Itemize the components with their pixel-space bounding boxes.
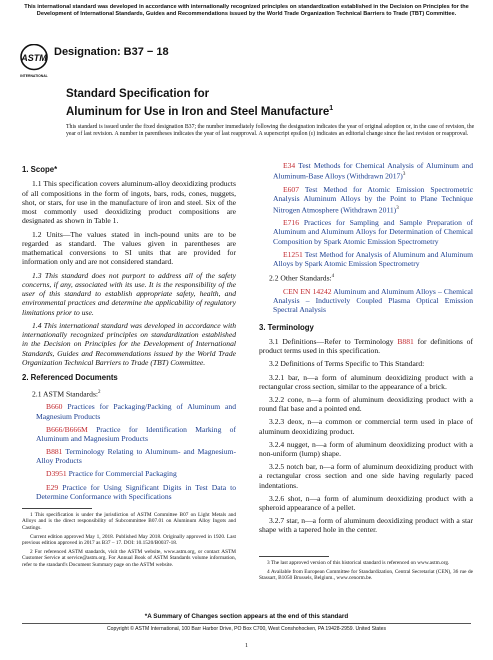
footnote: 1 This specification is under the jurisdiction of ASTM Committee B07 on Light Metals and Alloys and is the direct responsibility of Subcommittee B07.01 on Aluminum Alloy Ingots and Castings. bbox=[22, 512, 236, 531]
copyright: Copyright © ASTM International, 100 Barr Harbor Drive, PO Box C700, West Conshohocken, PA 19428-2959. United States bbox=[106, 626, 387, 632]
reference-code-link[interactable]: E29 bbox=[46, 482, 59, 492]
reference-item bbox=[259, 185, 473, 214]
definition-item: 3.2.2 cone, n—a form of aluminum deoxidizing product with a round flat base and a pointed end. bbox=[259, 394, 473, 414]
reference-title-link[interactable]: Practices for Packaging/Packing of Aluminum and Magnesium Products bbox=[36, 402, 236, 421]
reference-item bbox=[259, 161, 473, 181]
paragraph-1-1: 1.1 This specification covers aluminum-alloy deoxidizing products of all compositions in the form of ingots, bars, rods, cones, nuggets, shot, or stars, for use in the manufacture of iron and steel. Six of the most commonly used deoxidizing product compositions are designated as shown in Table 1. bbox=[22, 179, 236, 226]
reference-item bbox=[259, 250, 473, 269]
definition-item: 3.2.6 shot, n—a form of aluminum deoxidizing product with a spheroid appearance of a pellet. bbox=[259, 493, 473, 513]
paragraph-1-2: 1.2 Units—The values stated in inch-pound units are to be regarded as standard. The values given in parentheses are mathematical conversions to SI units that are provided for information only and are not considered standard. bbox=[22, 229, 236, 267]
reference-title-link[interactable]: Practice for Identification Marking of Aluminum and Magnesium Products bbox=[36, 424, 236, 443]
reference-title-link[interactable]: Aluminum and Aluminum Alloys – Chemical Analysis – Inductively Coupled Plasma Optical Emission Spectral Analysis bbox=[273, 286, 474, 315]
title-line-1: Standard Specification for bbox=[66, 88, 210, 100]
left-column bbox=[22, 162, 236, 505]
designation: Designation: B37 − 18 bbox=[54, 46, 169, 58]
reference-item bbox=[259, 287, 473, 315]
astm-standards-label: 2.1 ASTM Standards:$^2$ bbox=[32, 389, 101, 399]
reference-code-link[interactable]: B881 bbox=[46, 447, 63, 457]
reference-code-link[interactable]: CEN EN 14242 bbox=[283, 286, 332, 296]
astm-reference-list-continued bbox=[259, 161, 473, 268]
section-heading-referenced-documents: 2. Referenced Documents bbox=[22, 373, 118, 383]
reference-code-link[interactable]: B666/B666M bbox=[46, 424, 88, 434]
reference-code-link[interactable]: B660 bbox=[46, 402, 63, 412]
footnote-divider bbox=[22, 508, 92, 509]
paragraph-3-2: 3.2 Definitions of Terms Specific to This Standard: bbox=[269, 359, 425, 369]
footnote: 4 Available from European Committee for Standardization, Central Secretariat (CEN), 36 rue de Stassart, B1050 Brussels, Belgium., www.cenorm.be. bbox=[259, 568, 473, 582]
footnote-ref: 3 bbox=[402, 172, 406, 178]
reference-code-link[interactable]: E34 bbox=[283, 161, 296, 170]
reference-title-link[interactable]: Practices for Sampling and Sample Preparation of Aluminum and Aluminum Alloys for Determination of Chemical Composition by Spark Atomic Emission Spectrometry bbox=[273, 218, 473, 246]
reference-title-link[interactable]: Practice for Commercial Packaging bbox=[66, 469, 177, 479]
title-footnote-ref: 1 bbox=[329, 104, 334, 112]
astm-logo-icon bbox=[20, 44, 48, 84]
reference-item bbox=[22, 425, 236, 444]
footnote-ref: 3 bbox=[396, 205, 399, 211]
reference-item bbox=[22, 447, 236, 466]
reference-item bbox=[22, 483, 236, 502]
footnote: 3 The last approved version of this historical standard is referenced on www.astm.org. bbox=[267, 560, 450, 566]
title-line-2: Aluminum for Use in Iron and Steel Manufacture bbox=[66, 105, 330, 118]
page-number: 1 bbox=[244, 642, 249, 649]
reference-title-link[interactable]: Test Methods for Chemical Analysis of Aluminum and Aluminum-Base Alloys (Withdrawn 2017) bbox=[273, 161, 473, 181]
other-reference-list bbox=[259, 287, 473, 315]
other-standards-label: 2.2 Other Standards:$^4$ bbox=[269, 273, 335, 283]
issued-note: This standard is issued under the fixed designation B37; the number immediately following the designation indicates the year of original adoption or, in the case of revision, the year of last revision. A number in parentheses indicates the year of last reapproval. A superscript epsilon (ε) indicates an editorial change since the last revision or reapproval. bbox=[66, 124, 475, 137]
svg-text:INTERNATIONAL: INTERNATIONAL bbox=[20, 74, 48, 78]
footnotes-right bbox=[259, 560, 473, 584]
footnote: 2 For referenced ASTM standards, visit the ASTM website, www.astm.org, or contact ASTM Customer Service at service@astm.org. For Annual Book of ASTM Standards volume information, refer to the standard's Document Summary page on the ASTM website. bbox=[22, 549, 236, 568]
reference-code-link[interactable]: E607 bbox=[283, 184, 300, 194]
reference-title-link[interactable]: Test Method for Analysis of Aluminum and Aluminum Alloys by Spark Atomic Emission Spectrometry bbox=[273, 249, 473, 269]
astm-logo bbox=[20, 44, 48, 84]
astm-reference-list bbox=[22, 402, 236, 501]
reference-item bbox=[22, 402, 236, 421]
reference-code-link[interactable]: E1251 bbox=[283, 249, 303, 259]
reference-item bbox=[22, 469, 236, 478]
paragraph-1-3: 1.3 This standard does not purport to address all of the safety concerns, if any, associated with its use. It is the responsibility of the user of this standard to establish appropriate safety, health, and environmental practices and determine the applicability of regulatory limitations prior to use. bbox=[22, 270, 236, 317]
footnote-divider-right bbox=[259, 556, 329, 557]
svg-text:ASTM: ASTM bbox=[21, 53, 47, 63]
reference-code-link[interactable]: D3951 bbox=[46, 469, 67, 479]
right-column bbox=[259, 161, 473, 539]
definition-item: 3.2.3 deox, n—a common or commercial term used in place of aluminum deoxidizing product. bbox=[259, 417, 473, 436]
section-heading-scope: 1. Scope* bbox=[22, 165, 58, 174]
reference-title-link[interactable]: Test Method for Atomic Emission Spectrometric Analysis Aluminum Alloys by the Point to Plane Technique Nitrogen Atmosphere (Withdrawn 2011) bbox=[273, 184, 473, 215]
reference-code-link[interactable]: E716 bbox=[283, 218, 300, 228]
bottom-divider bbox=[22, 623, 471, 624]
top-note: This international standard was developed in accordance with internationally recognized principles on standardization established in the Decision on Principles for the Development of International Standards, Guides and Recommendations issued by the World Trade Organization Technical Barriers to Trade (TBT) Committee. bbox=[24, 4, 469, 17]
reference-title-link[interactable]: Terminology Relating to Aluminum- and Magnesium-Alloy Products bbox=[36, 447, 236, 466]
footnotes-left bbox=[22, 512, 236, 571]
paragraph-3-1: 3.1 Definitions—Refer to Terminology B881 for definitions of product terms used in this specification. bbox=[259, 337, 473, 356]
terminology-link-b881[interactable]: B881 bbox=[397, 337, 414, 347]
reference-item bbox=[259, 218, 473, 246]
definition-item: 3.2.5 notch bar, n—a form of aluminum deoxidizing product with a rectangular cross section and one side having regularly paced indentations. bbox=[259, 462, 473, 490]
definition-item: 3.2.1 bar, n—a form of aluminum deoxidizing product with a rectangular cross section, similar to the appearance of a brick. bbox=[259, 372, 473, 391]
page-title bbox=[66, 88, 466, 119]
section-heading-terminology: 3. Terminology bbox=[259, 322, 314, 332]
footnote: Current edition approved May 1, 2018. Published May 2018. Originally approved in 1920. Last previous edition approved in 2017 as B37 – 17. DOI: 10.1520/B0037-18. bbox=[22, 533, 236, 547]
summary-of-changes-note: *A Summary of Changes section appears at the end of this standard bbox=[144, 613, 349, 620]
reference-title-link[interactable]: Practice for Using Significant Digits in Test Data to Determine Conformance with Specifications bbox=[36, 482, 236, 501]
definition-list bbox=[259, 373, 473, 535]
definition-item: 3.2.7 star, n—a form of aluminum deoxidizing product with a star shape with a tapered hole in the center. bbox=[259, 516, 473, 535]
definition-item: 3.2.4 nugget, n—a form of aluminum deoxidizing product with a non-uniform (lump) shape. bbox=[259, 439, 473, 458]
paragraph-1-4: 1.4 This international standard was developed in accordance with internationally recognized principles on standardization established in the Decision on Principles for the Development of International Standards, Guides and Recommendations issued by the World Trade Organization Technical Barriers to Trade (TBT) Committee. bbox=[22, 320, 236, 368]
